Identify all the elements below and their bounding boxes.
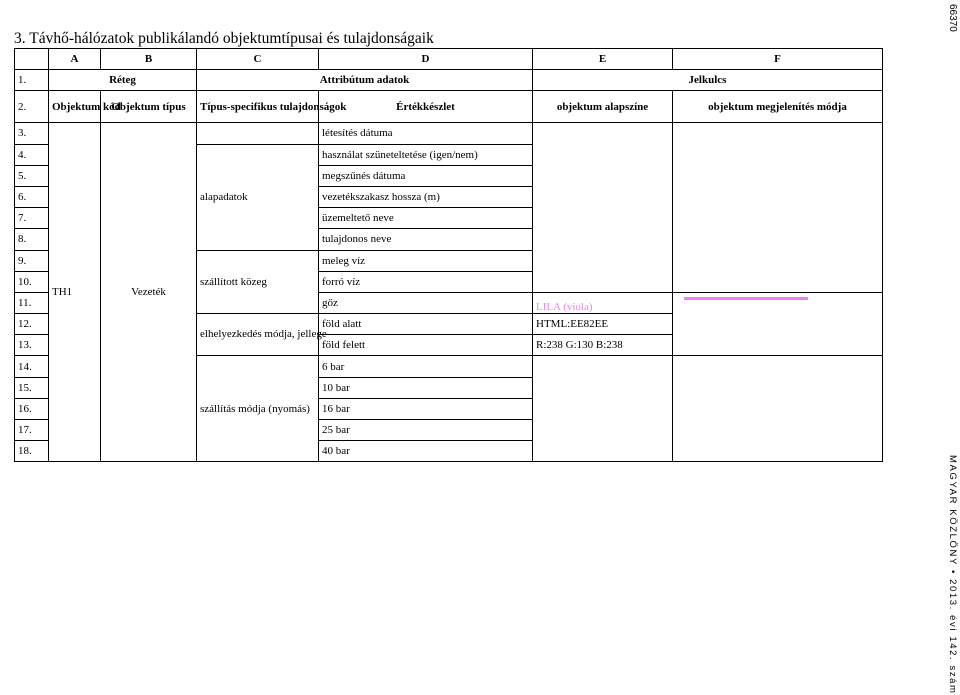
col-letter-d: D: [319, 49, 533, 70]
row-number: 16.: [15, 398, 49, 419]
col-letter-a: A: [49, 49, 101, 70]
value-cell: vezetékszakasz hossza (m): [319, 186, 533, 207]
object-types-table: [14, 48, 883, 462]
value-cell: 25 bar: [319, 420, 533, 441]
row-number: 7.: [15, 208, 49, 229]
reteg-header: Réteg: [49, 70, 197, 91]
empty-cell: [673, 123, 883, 293]
megjelenites-header: objektum megjelenítés módja: [673, 91, 883, 123]
table-row: [15, 70, 883, 91]
table-row: [15, 123, 883, 144]
group-nyomas: szállítás módja (nyomás): [197, 356, 319, 462]
alapszin-header: objektum alapszíne: [533, 91, 673, 123]
value-cell: meleg víz: [319, 250, 533, 271]
row-number: 6.: [15, 186, 49, 207]
row-number: 4.: [15, 144, 49, 165]
tipus-specifikus-header: Típus-specifikus tulajdonságok: [197, 91, 319, 123]
violet-line-symbol: [684, 297, 808, 300]
col-letter-f: F: [673, 49, 883, 70]
column-letters-row: [15, 49, 883, 70]
row-number: 2.: [15, 91, 49, 123]
group-alapadatok: alapadatok: [197, 144, 319, 250]
color-html: HTML:EE82EE: [533, 314, 673, 335]
value-cell: 6 bar: [319, 356, 533, 377]
row-number: 11.: [15, 292, 49, 313]
value-cell: üzemeltető neve: [319, 208, 533, 229]
value-cell: létesítés dátuma: [319, 123, 533, 144]
col-letter-c: C: [197, 49, 319, 70]
value-cell: föld felett: [319, 335, 533, 356]
color-rgb: R:238 G:130 B:238: [533, 335, 673, 356]
value-cell: 10 bar: [319, 377, 533, 398]
color-name: LILA (viola): [533, 292, 673, 313]
col-letter-e: E: [533, 49, 673, 70]
gazette-side-label: MAGYAR KÖZLÖNY • 2013. évi 142. szám: [947, 455, 958, 695]
empty-cell: [673, 356, 883, 462]
table-row: [15, 91, 883, 123]
objektum-tipus-header: Objektum típus: [101, 91, 197, 123]
row-number: 15.: [15, 377, 49, 398]
value-cell: föld alatt: [319, 314, 533, 335]
value-cell: megszűnés dátuma: [319, 165, 533, 186]
value-cell: használat szüneteltetése (igen/nem): [319, 144, 533, 165]
object-type-cell: Vezeték: [101, 123, 197, 462]
page-number: 66370: [947, 4, 958, 32]
value-cell: 40 bar: [319, 441, 533, 462]
ertekkeszlet-header: Értékkészlet: [319, 91, 533, 123]
attributum-header: Attribútum adatok: [197, 70, 533, 91]
row-number: 10.: [15, 271, 49, 292]
display-mode-cell: [673, 292, 883, 356]
row-number: 13.: [15, 335, 49, 356]
value-cell: forró víz: [319, 271, 533, 292]
value-cell: 16 bar: [319, 398, 533, 419]
corner-cell: [15, 49, 49, 70]
empty-cell: [533, 356, 673, 462]
group-szallitott-kozeg: szállított közeg: [197, 250, 319, 314]
value-cell: gőz: [319, 292, 533, 313]
row-number: 1.: [15, 70, 49, 91]
col-letter-b: B: [101, 49, 197, 70]
row-number: 14.: [15, 356, 49, 377]
group-elhelyezkedes: elhelyezkedés módja, jellege: [197, 314, 319, 356]
row-number: 3.: [15, 123, 49, 144]
empty-cell: [533, 123, 673, 293]
value-cell: tulajdonos neve: [319, 229, 533, 250]
row-number: 5.: [15, 165, 49, 186]
empty-cell: [197, 123, 319, 144]
jelkulcs-header: Jelkulcs: [533, 70, 883, 91]
row-number: 17.: [15, 420, 49, 441]
object-code-cell: TH1: [49, 123, 101, 462]
row-number: 12.: [15, 314, 49, 335]
row-number: 8.: [15, 229, 49, 250]
row-number: 18.: [15, 441, 49, 462]
objektum-kod-header: Objektum kód: [49, 91, 101, 123]
document-heading: 3. Távhő-hálózatok publikálandó objektumtípusai és tulajdonságaik: [14, 30, 434, 47]
row-number: 9.: [15, 250, 49, 271]
